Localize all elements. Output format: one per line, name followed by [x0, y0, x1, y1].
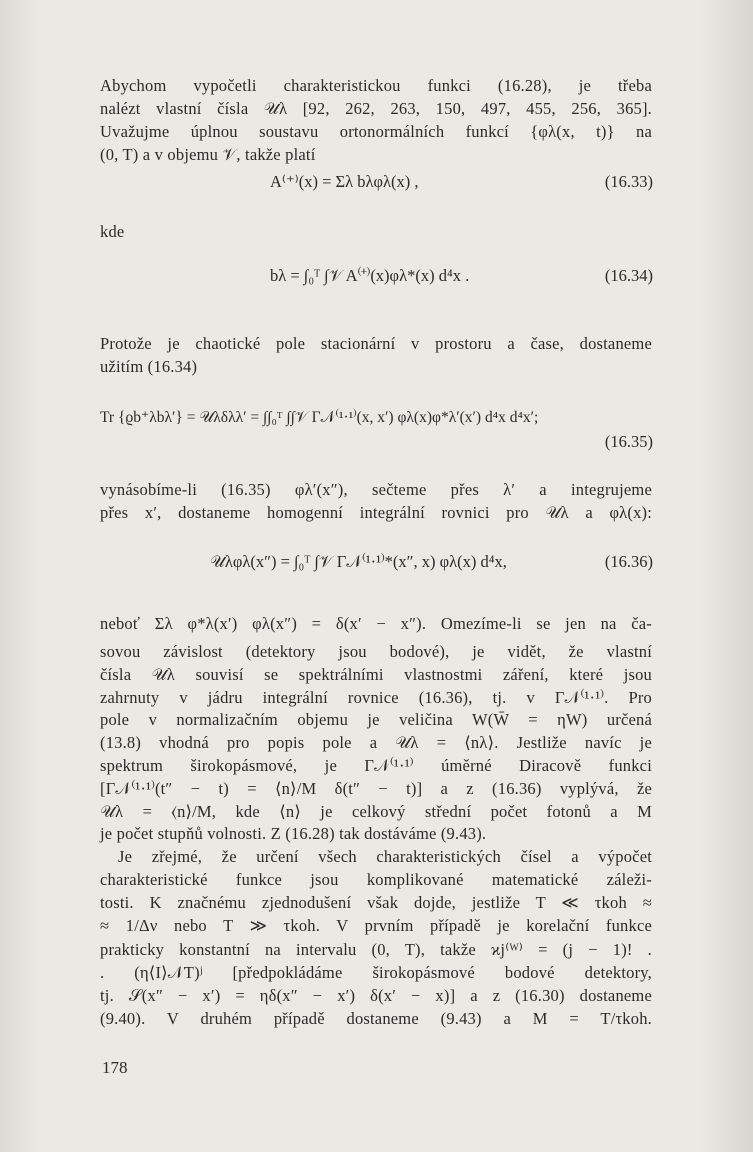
text-line: je počet stupňů volnosti. Z (16.28) tak dostáváme (9.43).	[100, 824, 487, 843]
text-line: prakticky konstantní na intervalu (0, T), takže ϰj⁽ᵂ⁾ = (j − 1)! .	[100, 940, 652, 959]
text-line: spektrum širokopásmové, je Γ𝒩⁽¹·¹⁾ úměrné Diracově funkci	[100, 756, 652, 775]
text-line: čísla 𝒰λ souvisí se spektrálními vlastnostmi záření, které jsou	[100, 665, 652, 684]
text-line: 𝒰λ = ⟨n⟩/M, kde ⟨n⟩ je celkový střední počet fotonů a M	[100, 802, 652, 821]
text-line: užitím (16.34)	[100, 357, 198, 376]
text-line: Protože je chaotické pole stacionární v prostoru a čase, dostaneme	[100, 334, 652, 353]
text-line: charakteristické funkce jsou komplikované matematické záleži-	[100, 870, 652, 889]
text-line: Abychom vypočetli charakteristickou funkci (16.28), je třeba	[100, 76, 652, 95]
text-line: kde	[100, 222, 125, 241]
page-number: 178	[102, 1058, 128, 1077]
text-line: tj. 𝒮(x″ − x′) = ηδ(x″ − x′) δ(x′ − x)] a z (16.30) dostaneme	[100, 986, 652, 1005]
text-line: neboť Σλ φ*λ(x′) φλ(x″) = δ(x′ − x″). Omezíme-li se jen na ča-	[100, 614, 652, 633]
equation-16-36: 𝒰λφλ(x″) = ∫₀ᵀ ∫𝒱 Γ𝒩⁽¹·¹⁾*(x″, x) φλ(x) d⁴x,	[210, 552, 507, 571]
paragraph-first-line: Je zřejmé, že určení všech charakteristických čísel a výpočet	[118, 847, 652, 866]
equation-number: (16.33)	[604, 172, 653, 191]
text-line: [Γ𝒩⁽¹·¹⁾(t″ − t) = ⟨n⟩/M δ(t″ − t)] a z (16.36) vyplývá, že	[100, 779, 652, 798]
text-line: vynásobíme-li (16.35) φλ′(x″), sečteme přes λ′ a integrujeme	[100, 480, 652, 499]
equation-16-33: A⁽⁺⁾(x) = Σλ bλφλ(x) ,	[270, 172, 419, 191]
text-line: sovou závislost (detektory jsou bodové), je vidět, že vlastní	[100, 642, 652, 661]
text-line: nalézt vlastní čísla 𝒰λ [92, 262, 263, 150, 497, 455, 256, 365].	[100, 99, 652, 118]
text-line: (0, T) a v objemu 𝒱, takže platí	[100, 145, 316, 164]
equation-number: (16.34)	[604, 266, 653, 285]
text-line: pole v normalizačním objemu je veličina W(W̄ = ηW) určená	[100, 710, 652, 729]
text-line: ≈ 1/Δν nebo T ≫ τkoh. V prvním případě je korelační funkce	[100, 916, 652, 935]
text-line: Uvažujme úplnou soustavu ortonormálních funkcí {φλ(x, t)} na	[100, 122, 652, 141]
equation-number: (16.36)	[604, 552, 653, 571]
equation-16-34: bλ = ∫₀ᵀ ∫𝒱 A⁽⁺⁾(x)φλ*(x) d⁴x .	[270, 266, 470, 285]
text-line: tosti. K značnému zjednodušení však dojde, jestliže T ≪ τkoh ≈	[100, 893, 652, 912]
equation-number: (16.35)	[604, 432, 653, 451]
text-line: (9.40). V druhém případě dostaneme (9.43) a M = T/τkoh.	[100, 1009, 652, 1028]
text-line: . (η⟨I⟩𝒩T)ʲ [předpokládáme širokopásmové bodové detektory,	[100, 963, 652, 982]
equation-16-35: Tr {ϱb⁺λbλ′} = 𝒰λδλλ′ = ∫∫₀ᵀ ∫∫𝒱 Γ𝒩⁽¹·¹⁾(x, x′) φλ(x)φ*λ′(x′) d⁴x d⁴x′;	[100, 409, 539, 426]
text-line: přes x′, dostaneme homogenní integrální rovnici pro 𝒰λ a φλ(x):	[100, 503, 652, 522]
text-line: (13.8) vhodná pro popis pole a 𝒰λ = ⟨nλ⟩. Jestliže navíc je	[100, 733, 652, 752]
text-line: zahrnuty v jádru integrální rovnice (16.36), tj. v Γ𝒩⁽¹·¹⁾. Pro	[100, 688, 652, 707]
